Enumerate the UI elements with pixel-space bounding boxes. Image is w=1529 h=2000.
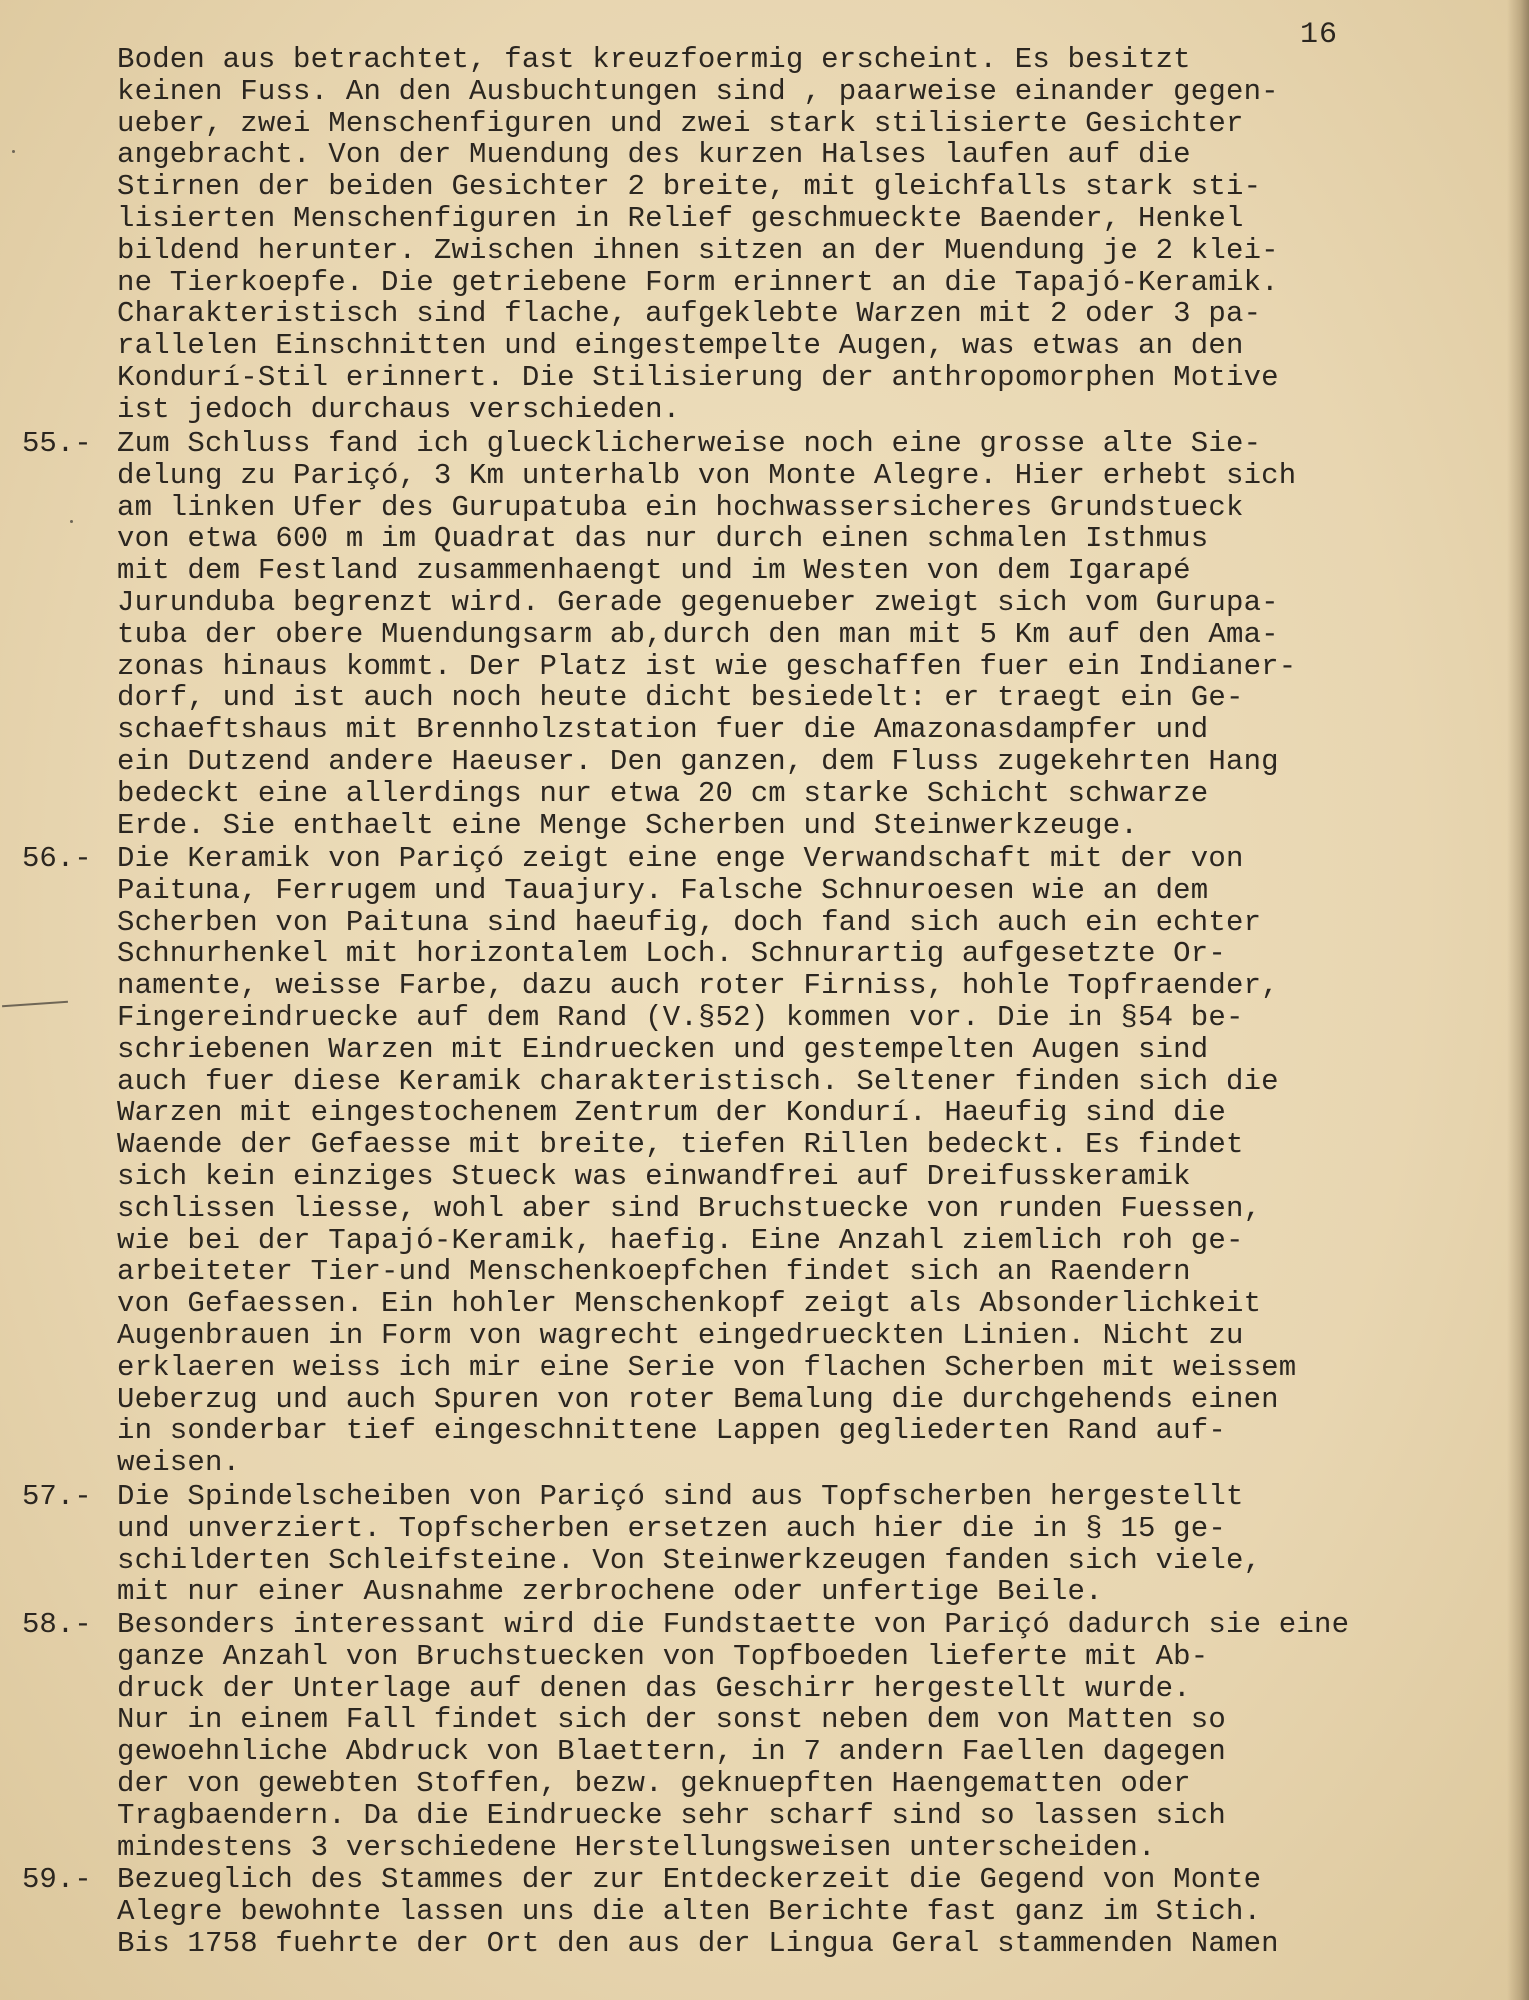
margin-dot bbox=[70, 520, 73, 523]
text-line: weisen. bbox=[117, 1446, 241, 1480]
text-line: schaeftshaus mit Brennholzstation fuer die Amazonasdampfer und bbox=[117, 713, 1209, 747]
text-line: namente, weisse Farbe, dazu auch roter Firniss, hohle Topfraender, bbox=[117, 969, 1279, 1003]
text-line: Erde. Sie enthaelt eine Menge Scherben und Steinwerkzeuge. bbox=[117, 808, 1138, 842]
text-line: auch fuer diese Keramik charakteristisch. Seltener finden sich die bbox=[117, 1064, 1279, 1098]
text-line: ueber, zwei Menschenfiguren und zwei stark stilisierte Gesichter bbox=[117, 106, 1244, 140]
text-line: gewoehnliche Abdruck von Blaettern, in 7 andern Faellen dagegen bbox=[117, 1735, 1226, 1769]
text-line: schilderten Schleifsteine. Von Steinwerkzeugen fanden sich viele, bbox=[117, 1543, 1262, 1577]
text-line: der von gewebten Stoffen, bezw. geknuepften Haengematten oder bbox=[117, 1767, 1191, 1800]
text-line: Stirnen der beiden Gesichter 2 breite, mit gleichfalls stark sti- bbox=[117, 170, 1262, 204]
text-line: Jurunduba begrenzt wird. Gerade gegenueber zweigt sich vom Gurupa- bbox=[117, 586, 1279, 619]
text-line: Charakteristisch sind flache, aufgeklebte Warzen mit 2 oder 3 pa- bbox=[117, 297, 1262, 331]
text-line: am linken Ufer des Gurupatuba ein hochwassersicheres Grundstueck bbox=[117, 490, 1244, 524]
paragraph-number: 58.- bbox=[22, 1608, 92, 1641]
text-line: delung zu Pariçó, 3 Km unterhalb von Monte Alegre. Hier erhebt sich bbox=[117, 458, 1297, 492]
text-line: Die Keramik von Pariçó zeigt eine enge Verwandschaft mit der von bbox=[117, 842, 1244, 875]
paragraph-number: 56.- bbox=[22, 842, 92, 875]
text-line: und unverziert. Topfscherben ersetzen auch hier die in § 15 ge- bbox=[117, 1511, 1226, 1545]
text-line: Kondurí-Stil erinnert. Die Stilisierung der anthropomorphen Motive bbox=[117, 361, 1279, 394]
text-line: sich kein einziges Stueck was einwandfrei auf Dreifusskeramik bbox=[117, 1160, 1191, 1193]
text-line: bedeckt eine allerdings nur etwa 20 cm starke Schicht schwarze bbox=[117, 776, 1209, 810]
text-line: arbeiteter Tier-und Menschenkoepfchen findet sich an Raendern bbox=[117, 1255, 1191, 1289]
text-line: Nur in einem Fall findet sich der sonst neben dem von Matten so bbox=[117, 1703, 1226, 1737]
text-line: Bis 1758 fuehrte der Ort den aus der Lingua Geral stammenden Namen bbox=[117, 1926, 1279, 1960]
text-line: wie bei der Tapajó-Keramik, haefig. Eine Anzahl ziemlich roh ge- bbox=[117, 1223, 1244, 1257]
text-line: Alegre bewohnte lassen uns die alten Berichte fast ganz im Stich. bbox=[117, 1894, 1262, 1928]
text-line: keinen Fuss. An den Ausbuchtungen sind , paarweise einander gegen- bbox=[117, 74, 1279, 108]
text-line: ist jedoch durchaus verschieden. bbox=[117, 392, 681, 426]
text-line: Scherben von Paituna sind haeufig, doch fand sich auch ein echter bbox=[117, 905, 1262, 939]
text-line: schriebenen Warzen mit Eindruecken und gestempelten Augen sind bbox=[117, 1032, 1209, 1066]
text-line: ne Tierkoepfe. Die getriebene Form erinnert an die Tapajó-Keramik. bbox=[117, 265, 1279, 299]
text-line: Tragbaendern. Da die Eindruecke sehr scharf sind so lassen sich bbox=[117, 1798, 1226, 1832]
paragraph-number: 59.- bbox=[22, 1863, 92, 1896]
text-line: von Gefaessen. Ein hohler Menschenkopf zeigt als Absonderlichkeit bbox=[117, 1287, 1262, 1321]
text-line: dorf, und ist auch noch heute dicht besiedelt: er traegt ein Ge- bbox=[117, 681, 1244, 715]
page-number: 16 bbox=[1300, 18, 1339, 52]
text-line: Warzen mit eingestochenem Zentrum der Kondurí. Haeufig sind die bbox=[117, 1096, 1226, 1130]
text-line: erklaeren weiss ich mir eine Serie von flachen Scherben mit weissem bbox=[117, 1350, 1297, 1384]
text-line: mit nur einer Ausnahme zerbrochene oder unfertige Beile. bbox=[117, 1575, 1103, 1609]
text-line: tuba der obere Muendungsarm ab,durch den man mit 5 Km auf den Ama- bbox=[117, 617, 1279, 651]
text-line: lisierten Menschenfiguren in Relief geschmueckte Baender, Henkel bbox=[117, 202, 1244, 235]
text-line: von etwa 600 m im Quadrat das nur durch einen schmalen Isthmus bbox=[117, 522, 1209, 556]
text-line: Besonders interessant wird die Fundstaette von Pariçó dadurch sie eine bbox=[117, 1608, 1350, 1641]
text-line: bildend herunter. Zwischen ihnen sitzen an der Muendung je 2 klei- bbox=[117, 233, 1279, 267]
text-line: in sonderbar tief eingeschnittene Lappen gegliederten Rand auf- bbox=[117, 1414, 1226, 1448]
page-edge-shadow bbox=[1507, 0, 1529, 2000]
text-line: Die Spindelscheiben von Pariçó sind aus Topfscherben hergestellt bbox=[117, 1480, 1244, 1513]
text-line: Fingereindruecke auf dem Rand (V.§52) kommen vor. Die in §54 be- bbox=[117, 1001, 1244, 1034]
text-line: Bezueglich des Stammes der zur Entdeckerzeit die Gegend von Monte bbox=[117, 1863, 1262, 1896]
text-line: rallelen Einschnitten und eingestempelte Augen, was etwas an den bbox=[117, 329, 1244, 363]
text-line: mindestens 3 verschiedene Herstellungsweisen unterscheiden. bbox=[117, 1830, 1156, 1864]
text-line: zonas hinaus kommt. Der Platz ist wie geschaffen fuer ein Indianer- bbox=[117, 649, 1297, 683]
text-line: angebracht. Von der Muendung des kurzen Halses laufen auf die bbox=[117, 138, 1191, 172]
text-line: Zum Schluss fand ich gluecklicherweise noch eine grosse alte Sie- bbox=[117, 427, 1262, 460]
margin-pencil-mark bbox=[2, 1001, 68, 1007]
paragraph-number: 55.- bbox=[22, 427, 92, 460]
text-line: Schnurhenkel mit horizontalem Loch. Schnurartig aufgesetzte Or- bbox=[117, 937, 1226, 971]
text-line: schlissen liesse, wohl aber sind Bruchstuecke von runden Fuessen, bbox=[117, 1191, 1262, 1225]
text-line: druck der Unterlage auf denen das Geschirr hergestellt wurde. bbox=[117, 1671, 1191, 1705]
text-line: Augenbrauen in Form von wagrecht eingedrueckten Linien. Nicht zu bbox=[117, 1319, 1244, 1352]
text-line: mit dem Festland zusammenhaengt und im Westen von dem Igarapé bbox=[117, 554, 1191, 588]
text-line: Waende der Gefaesse mit breite, tiefen Rillen bedeckt. Es findet bbox=[117, 1128, 1244, 1162]
paragraph-number: 57.- bbox=[22, 1480, 92, 1513]
text-line: Boden aus betrachtet, fast kreuzfoermig erscheint. Es besitzt bbox=[117, 43, 1191, 76]
text-line: Ueberzug und auch Spuren von roter Bemalung die durchgehends einen bbox=[117, 1382, 1279, 1416]
margin-dot bbox=[12, 150, 15, 153]
text-line: ein Dutzend andere Haeuser. Den ganzen, dem Fluss zugekehrten Hang bbox=[117, 745, 1279, 778]
text-line: Paituna, Ferrugem und Tauajury. Falsche Schnuroesen wie an dem bbox=[117, 873, 1209, 907]
text-line: ganze Anzahl von Bruchstuecken von Topfboeden lieferte mit Ab- bbox=[117, 1639, 1209, 1673]
